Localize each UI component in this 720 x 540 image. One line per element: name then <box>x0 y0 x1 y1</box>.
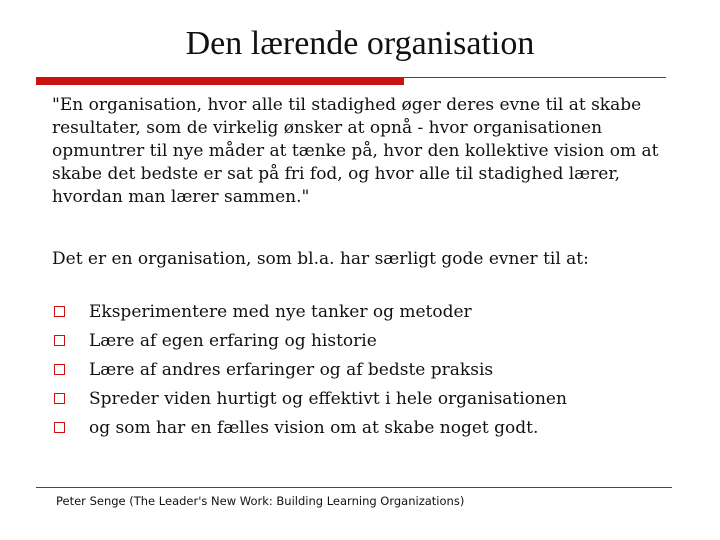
slide-title: Den lærende organisation <box>185 25 535 62</box>
square-bullet-icon <box>54 335 65 346</box>
list-item-text: Eksperimentere med nye tanker og metoder <box>89 302 472 322</box>
list-item <box>52 300 672 329</box>
list-item-text: Lære af egen erfaring og historie <box>89 331 377 351</box>
intro-text: Det er en organisation, som bl.a. har særligt gode evner til at: <box>52 249 589 269</box>
square-bullet-icon <box>54 364 65 375</box>
source-citation: Peter Senge (The Leader's New Work: Building Learning Organizations) <box>56 494 465 508</box>
list-item <box>52 387 672 416</box>
list-item <box>52 358 672 387</box>
list-item-text: Lære af andres erfaringer og af bedste praksis <box>89 360 494 380</box>
list-item <box>52 329 672 358</box>
senge-quote: "En organisation, hvor alle til stadighed øger deres evne til at skabe resultater, som de virkelig ønsker at opnå - hvor organisationen opmuntrer til nye måder at tænke på, hvor den kollektive vision om at skabe det bedste er sat på fri fod, og hvor alle til stadighed lærer, hvordan man lærer sammen." <box>52 95 659 207</box>
square-bullet-icon <box>54 393 65 404</box>
title-divider-accent <box>36 78 404 85</box>
list-item-text: Spreder viden hurtigt og effektivt i hele organisationen <box>89 389 567 409</box>
square-bullet-icon <box>54 306 65 317</box>
list-item-text: og som har en fælles vision om at skabe noget godt. <box>89 418 539 438</box>
list-item <box>52 416 672 445</box>
footer-divider <box>36 487 672 488</box>
capability-list <box>52 300 672 445</box>
square-bullet-icon <box>54 422 65 433</box>
